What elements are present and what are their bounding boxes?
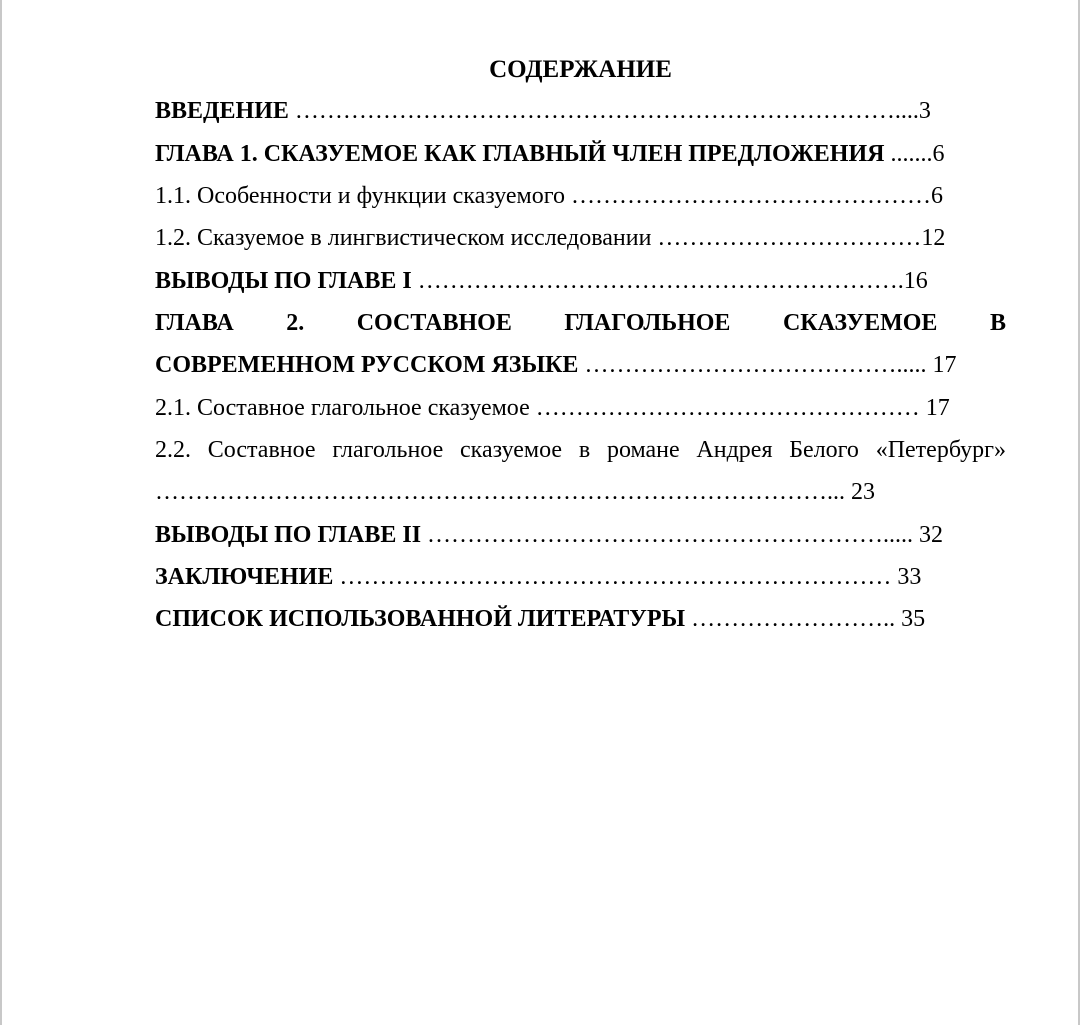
word: СОСТАВНОЕ [356, 310, 512, 336]
toc-entry-label: ВЫВОДЫ ПО ГЛАВЕ I [155, 268, 412, 294]
toc-entry-section-2-1[interactable]: 2.1. Составное глагольное сказуемое ………………………………………… 17 [155, 395, 950, 421]
toc-entry-conclusions-chapter-2[interactable] [155, 520, 1006, 550]
toc-entry-label: СОВРЕМЕННОМ РУССКОМ ЯЗЫКЕ [155, 352, 579, 378]
word: ГЛАВА [155, 310, 234, 336]
toc-entry-label: ЗАКЛЮЧЕНИЕ [155, 564, 334, 590]
toc-entry-leader-page: …………………………………………………………………....3 [288, 98, 931, 124]
toc-entry-chapter-2-line-1[interactable] [155, 308, 1006, 338]
toc-entry-leader-page: …………………………………………………..... 32 [421, 522, 944, 548]
toc-entry-chapter-2-line-2[interactable] [155, 350, 1006, 380]
toc-entry-introduction[interactable] [155, 96, 1006, 126]
toc-entry-section-1-2[interactable]: 1.2. Сказуемое в лингвистическом исследовании ……………………………12 [155, 225, 946, 251]
toc-entry-conclusion[interactable] [155, 562, 1006, 592]
toc-entry-label: ВЫВОДЫ ПО ГЛАВЕ II [155, 522, 422, 548]
toc-entry-section-1-1[interactable]: 1.1. Особенности и функции сказуемого ………………………………………6 [155, 183, 943, 209]
toc-entry-conclusions-chapter-1[interactable] [155, 266, 1006, 296]
word: СКАЗУЕМОЕ [782, 310, 938, 336]
toc-entry-leader-page: .......6 [884, 141, 945, 167]
word: сказуемое [460, 437, 563, 463]
word: Составное [207, 437, 316, 463]
toc-entry-label: СПИСОК ИСПОЛЬЗОВАННОЙ ЛИТЕРАТУРЫ [155, 606, 686, 632]
word: 2.2. [155, 437, 191, 463]
word: 2. [286, 310, 305, 336]
toc-entry-leader-page: …………………………………………………….16 [411, 268, 928, 294]
toc-heading: СОДЕРЖАНИЕ [489, 56, 672, 83]
word: глагольное [332, 437, 444, 463]
toc-entry-section-2-2-line-1[interactable] [155, 435, 1006, 465]
word: «Петербург» [875, 437, 1006, 463]
word: в [578, 437, 591, 463]
toc-entry-leader-page: …………………………………..... 17 [578, 352, 957, 378]
word: романе [606, 437, 680, 463]
word: В [989, 310, 1006, 336]
toc-entry-label: ВВЕДЕНИЕ [155, 98, 289, 124]
toc-entry-chapter-1[interactable] [155, 139, 1006, 169]
toc-entry-label: ГЛАВА 1. СКАЗУЕМОЕ КАК ГЛАВНЫЙ ЧЛЕН ПРЕДЛОЖЕНИЯ [155, 141, 885, 167]
toc-entry-leader-page: …………………………………………………………… 33 [333, 564, 922, 590]
toc-entry-bibliography[interactable] [155, 604, 1006, 634]
word: Белого [789, 437, 859, 463]
word: ГЛАГОЛЬНОЕ [564, 310, 731, 336]
toc-entry-section-2-2-line-2[interactable]: …………………………………………………………………………... 23 [155, 479, 875, 505]
word: Андрея [696, 437, 773, 463]
toc-entry-leader-page: …………………….. 35 [685, 606, 926, 632]
